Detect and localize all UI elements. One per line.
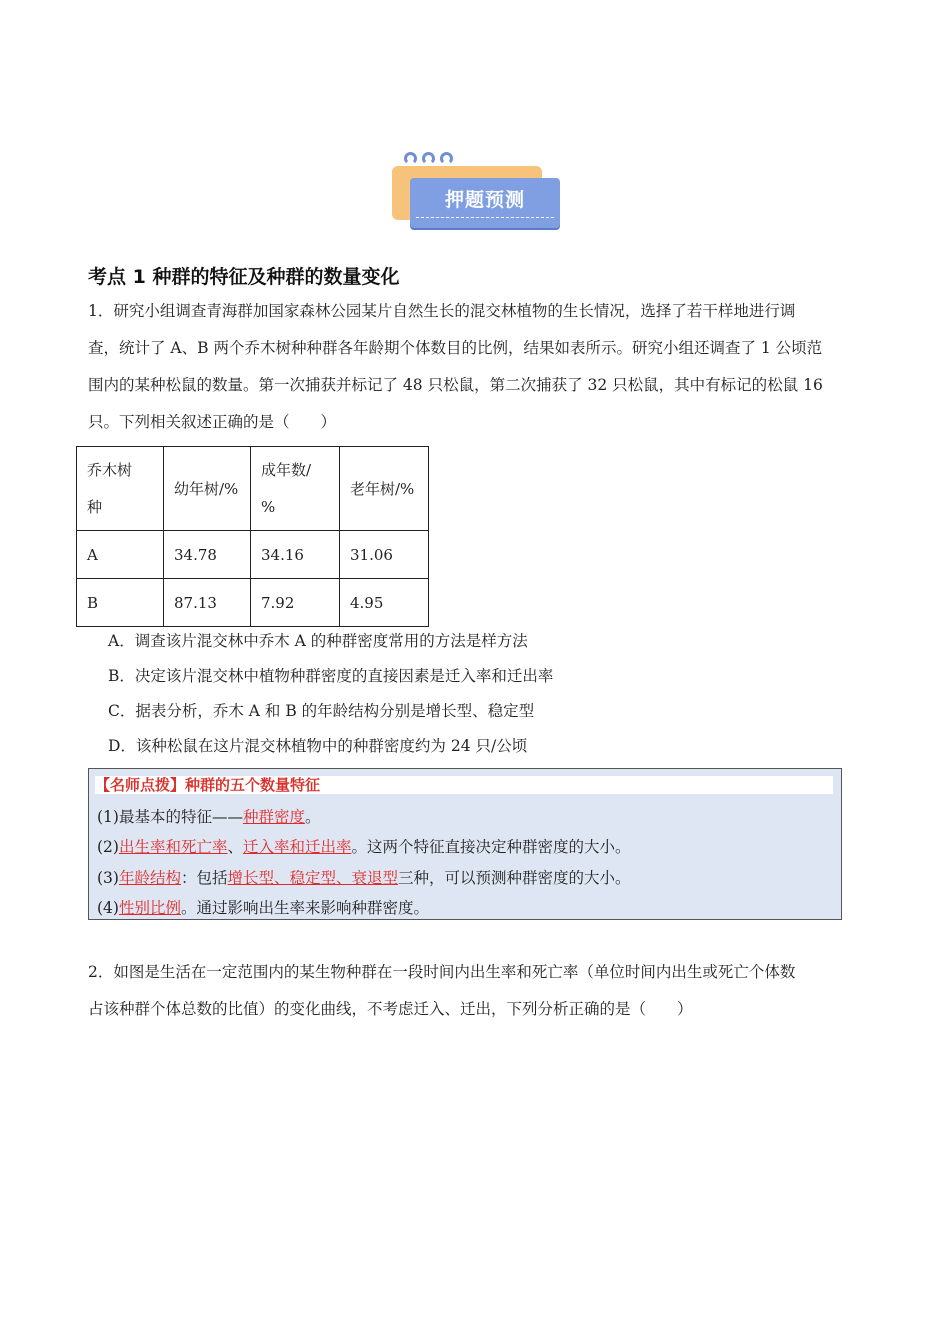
option-c: C．据表分析，乔木 A 和 B 的年龄结构分别是增长型、稳定型 xyxy=(108,702,535,720)
table-cell: 87.13 xyxy=(164,579,251,627)
table-cell: 34.78 xyxy=(164,531,251,579)
table-row xyxy=(77,531,429,579)
option-a: A．调查该片混交林中乔木 A 的种群密度常用的方法是样方法 xyxy=(108,632,528,650)
section-title: 考点 1 种群的特征及种群的数量变化 xyxy=(88,266,400,288)
tip-line: (4)性别比例。通过影响出生率来影响种群密度。 xyxy=(97,899,429,917)
table-cell: B xyxy=(77,579,164,627)
answer-options xyxy=(108,624,553,764)
tip-keyword: 性别比例 xyxy=(118,899,181,917)
age-structure-table xyxy=(76,446,429,627)
question-2 xyxy=(88,954,864,1028)
option-d: D．该种松鼠在这片混交林植物中的种群密度约为 24 只/公顷 xyxy=(108,737,528,755)
question-1-line: 只。下列相关叙述正确的是（ ） xyxy=(88,413,337,431)
tip-keyword: 年龄结构 xyxy=(118,869,181,887)
table-header-cell: 幼年树/% xyxy=(164,447,251,531)
question-2-line: 占该种群个体总数的比值）的变化曲线，不考虑迁入、迁出，下列分析正确的是（ ） xyxy=(88,1000,693,1018)
table-header-cell: 成年数/ % xyxy=(251,447,340,531)
tip-line: (1)最基本的特征——种群密度。 xyxy=(97,808,321,826)
table-header-row xyxy=(77,447,429,531)
teacher-tip-box xyxy=(88,768,842,920)
tip-keyword: 迁入率和迁出率 xyxy=(243,838,352,856)
question-1-line: 查，统计了 A、B 两个乔木树种种群各年龄期个体数目的比例，结果如表所示。研究小组还调查了 1 公顷范 xyxy=(88,339,823,357)
tip-line: (2)出生率和死亡率、迁入率和迁出率。这两个特征直接决定种群密度的大小。 xyxy=(97,838,631,856)
table-row xyxy=(77,579,429,627)
tip-line: (3)年龄结构：包括增长型、稳定型、衰退型三种，可以预测种群密度的大小。 xyxy=(97,869,631,887)
tip-keyword: 出生率和死亡率 xyxy=(118,838,228,856)
table-cell: 4.95 xyxy=(340,579,429,627)
badge-dash-line xyxy=(416,217,554,218)
question-2-line: 2．如图是生活在一定范围内的某生物种群在一段时间内出生率和死亡率（单位时间内出生或死亡个体数 xyxy=(88,963,796,981)
tip-keyword: 增长型、稳定型、衰退型 xyxy=(227,869,399,887)
table-cell: 34.16 xyxy=(251,531,340,579)
question-1-line: 围内的某种松鼠的数量。第一次捕获并标记了 48 只松鼠，第二次捕获了 32 只松鼠，其中有标记的松鼠 16 xyxy=(88,376,823,394)
table-cell: 7.92 xyxy=(251,579,340,627)
question-1 xyxy=(88,293,864,441)
table-header-cell: 老年树/% xyxy=(340,447,429,531)
table-cell: A xyxy=(77,531,164,579)
tip-keyword: 种群密度 xyxy=(242,808,305,826)
table-cell: 31.06 xyxy=(340,531,429,579)
tip-title: 【名师点拨】种群的五个数量特征 xyxy=(95,776,833,794)
section-badge xyxy=(392,148,562,240)
question-1-line: 1．研究小组调查青海群加国家森林公园某片自然生长的混交林植物的生长情况，选择了若干样地进行调 xyxy=(88,302,796,320)
table-header-cell: 乔木树 种 xyxy=(77,447,164,531)
badge-label: 押题预测 xyxy=(444,189,525,211)
option-b: B．决定该片混交林中植物种群密度的直接因素是迁入率和迁出率 xyxy=(108,667,554,685)
